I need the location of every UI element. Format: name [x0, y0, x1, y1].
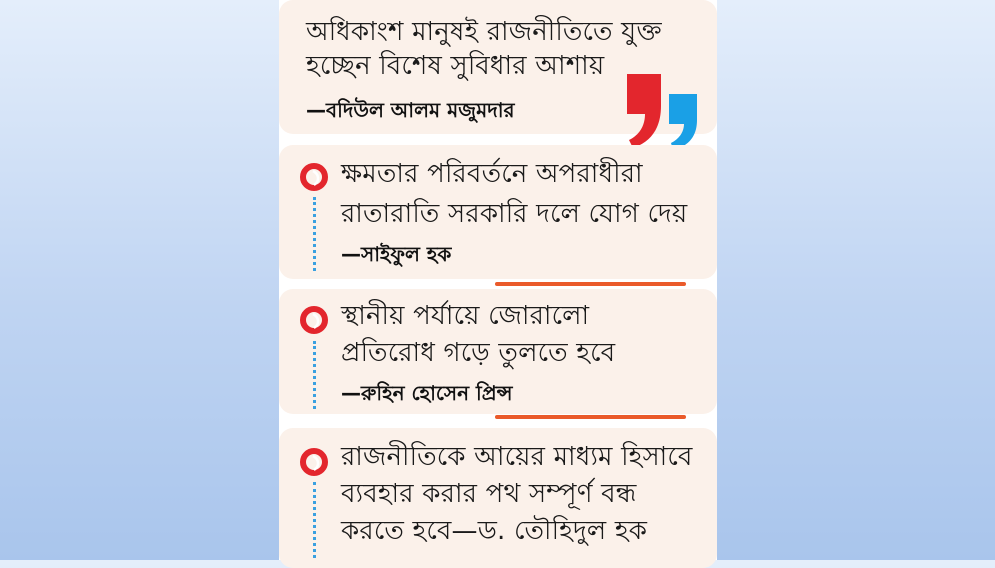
quote-2-line-1: স্থানীয় পর্যায়ে জোরালো: [341, 301, 590, 331]
main-quote-line-1: অধিকাংশ মানুষই রাজনীতিতে যুক্ত: [306, 17, 662, 47]
dotted-connector: [313, 482, 316, 558]
quote-mark-icon: [621, 72, 701, 150]
quote-panel-1: [279, 145, 717, 279]
quote-1-line-1: ক্ষমতার পরিবর্তনে অপরাধীরা: [341, 159, 643, 189]
main-quote-line-2: হচ্ছেন বিশেষ সুবিধার আশায়: [306, 51, 605, 81]
quote-2-line-2: প্রতিরোধ গড়ে তুলতে হবে: [341, 338, 616, 368]
section-divider: [495, 415, 686, 419]
quote-3-line-3: করতে হবে—ড. তৌহিদুল হক: [341, 516, 648, 546]
quote-3-line-1: রাজনীতিকে আয়ের মাধ্যম হিসাবে: [341, 442, 693, 472]
quote-card: [279, 0, 717, 560]
quote-panel-3: [279, 428, 717, 568]
main-quote-author: —বদিউল আলম মজুমদার: [306, 98, 515, 122]
quote-1-author: —সাইফুল হক: [341, 242, 452, 266]
dotted-connector: [313, 197, 316, 271]
dotted-connector: [313, 341, 316, 409]
red-circle-marker-icon: [299, 305, 329, 335]
main-quote-panel: [279, 0, 717, 134]
quote-3-line-2: ব্যবহার করার পথ সম্পূর্ণ বন্ধ: [341, 479, 637, 509]
quote-1-line-2: রাতারাতি সরকারি দলে যোগ দেয়: [341, 199, 688, 229]
quote-panel-2: [279, 289, 717, 414]
section-divider: [495, 282, 686, 286]
quote-2-author: —রুহিন হোসেন প্রিন্স: [341, 381, 513, 405]
red-circle-marker-icon: [299, 162, 329, 192]
red-circle-marker-icon: [299, 447, 329, 477]
